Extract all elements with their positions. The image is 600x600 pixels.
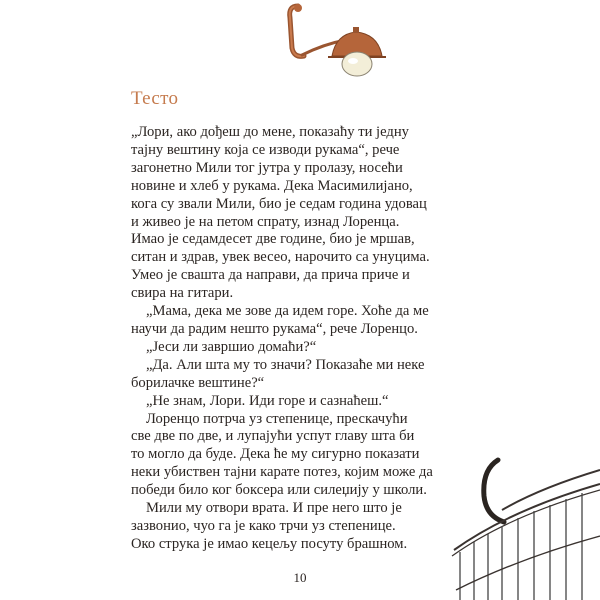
chapter-body bbox=[131, 124, 471, 554]
body-line: Мили му отвори врата. И пре него што је bbox=[146, 500, 402, 517]
body-line: „Да. Али шта му то значи? Показаће ми неке bbox=[146, 356, 425, 373]
body-line: Имао је седамдесет две године, био је мршав, bbox=[131, 231, 415, 248]
body-line: тајну вештину која се изводи рукама“, рече bbox=[131, 141, 400, 158]
body-line: све две по две, и лупајући успут главу шта би bbox=[131, 428, 415, 445]
body-line: то могло да буде. Дека ће му сигурно показати bbox=[131, 446, 420, 463]
body-line: кога су звали Мили, био је седам година удовац bbox=[131, 195, 427, 212]
wall-lamp-icon bbox=[284, 0, 394, 80]
body-line: Умео је свашта да направи, да прича приче и bbox=[131, 267, 410, 284]
body-line: ситан и здрав, увек весео, нарочито са унуцима. bbox=[131, 249, 430, 266]
body-line: „Јеси ли завршио домаћи?“ bbox=[146, 338, 317, 355]
body-line: неки убиствен тајни карате потез, којим може да bbox=[131, 464, 433, 481]
body-line: „Лори, ако дођеш до мене, показаћу ти једну bbox=[131, 124, 409, 140]
body-line: свира на гитари. bbox=[131, 285, 234, 302]
body-line: и живео је на петом спрату, изнад Лоренца. bbox=[131, 213, 400, 230]
body-line: борилачке вештине?“ bbox=[131, 374, 265, 391]
body-line: научи да радим нешто рукама“, рече Лоренцо. bbox=[131, 320, 418, 337]
body-line: Лоренцо потрча уз степенице, прескачући bbox=[146, 410, 408, 427]
body-line: „Не знам, Лори. Иди горе и сазнаћеш.“ bbox=[146, 392, 389, 409]
page-number: 10 bbox=[293, 570, 307, 585]
chapter-title: Тесто bbox=[131, 88, 179, 109]
body-line: зазвонио, чуо га је како трчи уз степенице. bbox=[131, 517, 396, 534]
body-line: „Мама, дека ме зове да идем горе. Хоће да ме bbox=[146, 303, 429, 320]
body-line: победи било ког боксера или силеџију у школи. bbox=[131, 482, 427, 499]
body-line: новине и хлеб у рукама. Дека Масимилијано, bbox=[131, 177, 413, 194]
body-line: загонетно Мили тог јутра у пролазу, носећи bbox=[131, 159, 403, 176]
body-line: Око струка је имао кецељу посуту брашном. bbox=[131, 535, 408, 552]
